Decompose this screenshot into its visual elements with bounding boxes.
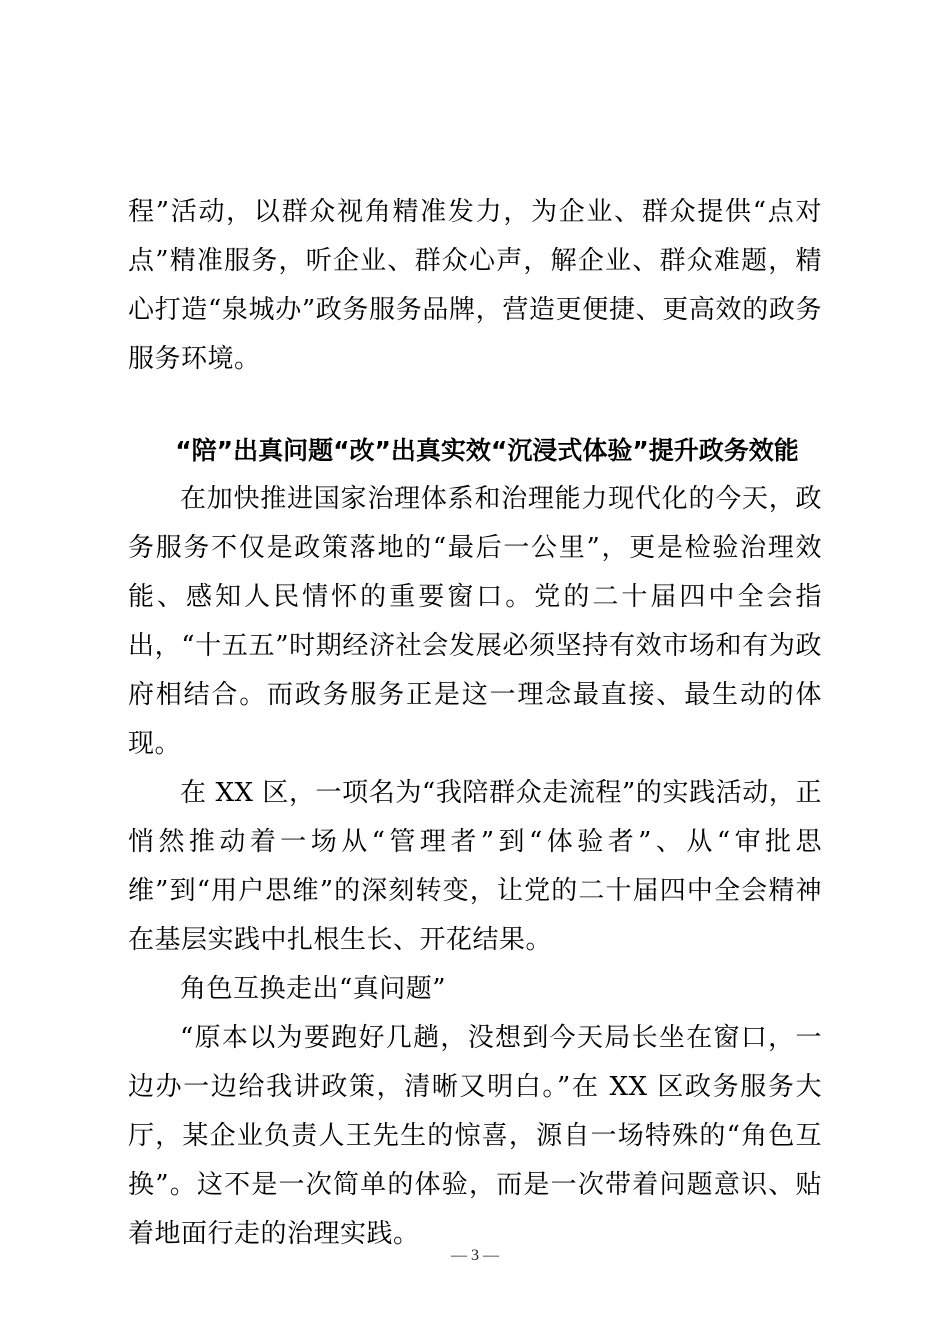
paragraph-continuation: 程”活动，以群众视角精准发力，为企业、群众提供“点对点”精准服务，听企业、群众心声，解企业、群众难题，精心打造“泉城办”政务服务品牌，营造更便捷、更高效的政务服务环境。 xyxy=(128,197,822,374)
paragraph-quote: “原本以为要跑好几趟，没想到今天局长坐在窗口，一边办一边给我讲政策，清晰又明白。”在 XX 区政务服务大厅，某企业负责人王先生的惊喜，源自一场特殊的“角色互换”。这不是一次简单的体验，而是一次带着问题意识、贴着地面行走的治理实践。 xyxy=(128,1023,822,1249)
section-heading: “陪”出真问题“改”出真实效“沉浸式体验”提升政务效能 xyxy=(175,436,799,465)
paragraph-practice: 在 XX 区，一项名为“我陪群众走流程”的实践活动，正悄然推动着一场从“管理者”到“体验者”、从“审批思维”到“用户思维”的深刻转变，让党的二十届四中全会精神在基层实践中扎根生长、开花结果。 xyxy=(128,778,822,955)
page-number: — 3 — xyxy=(451,1247,499,1264)
document-body xyxy=(128,188,822,1259)
paragraph-intro: 在加快推进国家治理体系和治理能力现代化的今天，政务服务不仅是政策落地的“最后一公里”，更是检验治理效能、感知人民情怀的重要窗口。党的二十届四中全会指出，“十五五”时期经济社会发展必须坚持有效市场和有为政府相结合。而政务服务正是这一理念最直接、最生动的体现。 xyxy=(128,484,822,759)
subheading-role-swap: 角色互换走出“真问题” xyxy=(180,974,447,1004)
